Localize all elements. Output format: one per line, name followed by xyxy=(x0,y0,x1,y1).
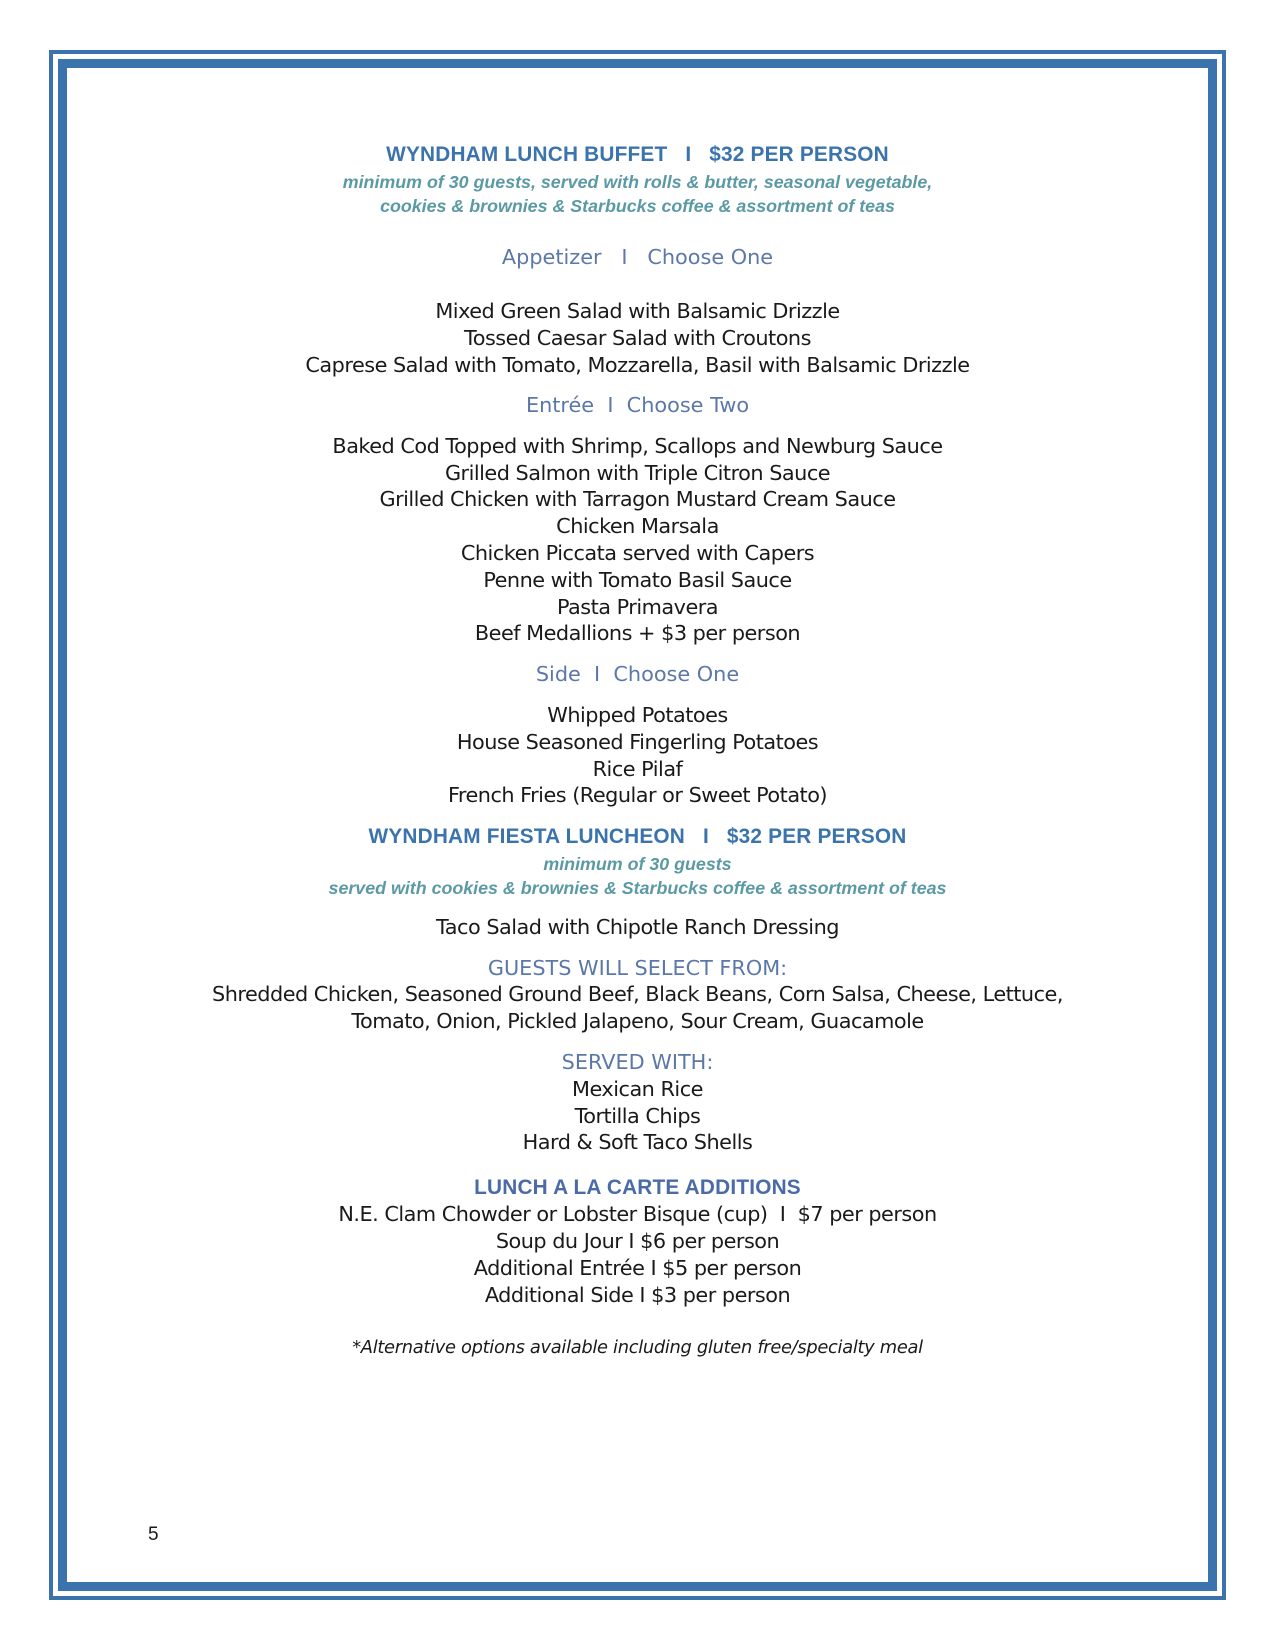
appetizer-heading: Appetizer I Choose One xyxy=(501,245,774,269)
lunch-buffet-subtitle: cookies & brownies & Starbucks coffee & assortment of teas xyxy=(380,196,895,216)
entree-item: Chicken Piccata served with Capers xyxy=(460,541,815,565)
side-heading: Side I Choose One xyxy=(535,662,740,686)
page-number: 5 xyxy=(148,1524,159,1545)
fiesta-salad: Taco Salad with Chipotle Ranch Dressing xyxy=(436,915,839,939)
lunch-buffet-title: WYNDHAM LUNCH BUFFET I $32 PER PERSON xyxy=(386,143,889,166)
a-la-carte-item: Additional Side I $3 per person xyxy=(484,1283,791,1307)
a-la-carte-item: Additional Entrée I $5 per person xyxy=(473,1256,802,1280)
entree-item: Grilled Chicken with Tarragon Mustard Cream Sauce xyxy=(379,487,896,511)
a-la-carte-item: N.E. Clam Chowder or Lobster Bisque (cup) I $7 per person xyxy=(338,1202,937,1226)
side-item: French Fries (Regular or Sweet Potato) xyxy=(447,783,828,807)
fiesta-subtitle: served with cookies & brownies & Starbucks coffee & assortment of teas xyxy=(328,878,947,898)
served-item: Hard & Soft Taco Shells xyxy=(522,1130,753,1154)
fiesta-title: WYNDHAM FIESTA LUNCHEON I $32 PER PERSON xyxy=(368,825,907,848)
footnote: *Alternative options available including gluten free/specialty meal xyxy=(352,1337,923,1358)
entree-item: Chicken Marsala xyxy=(556,514,719,538)
appetizer-item: Mixed Green Salad with Balsamic Drizzle xyxy=(435,299,840,323)
appetizer-item: Caprese Salad with Tomato, Mozzarella, Basil with Balsamic Drizzle xyxy=(305,353,970,377)
appetizer-item: Tossed Caesar Salad with Croutons xyxy=(464,326,811,350)
entree-item: Baked Cod Topped with Shrimp, Scallops and Newburg Sauce xyxy=(332,434,943,458)
entree-heading: Entrée I Choose Two xyxy=(525,393,750,417)
lunch-buffet-subtitle: minimum of 30 guests, served with rolls & butter, seasonal vegetable, xyxy=(342,172,933,192)
select-heading: GUESTS WILL SELECT FROM: xyxy=(487,956,788,980)
side-item: House Seasoned Fingerling Potatoes xyxy=(456,730,819,754)
a-la-carte-item: Soup du Jour I $6 per person xyxy=(495,1229,780,1253)
side-item: Rice Pilaf xyxy=(592,757,683,781)
served-item: Tortilla Chips xyxy=(574,1104,701,1128)
fiesta-subtitle: minimum of 30 guests xyxy=(543,854,732,874)
entree-item: Beef Medallions + $3 per person xyxy=(474,621,801,645)
served-with-heading: SERVED WITH: xyxy=(561,1050,714,1074)
select-items: Shredded Chicken, Seasoned Ground Beef, Black Beans, Corn Salsa, Cheese, Lettuce, xyxy=(212,982,1063,1006)
a-la-carte-title: LUNCH A LA CARTE ADDITIONS xyxy=(474,1176,801,1199)
entree-item: Penne with Tomato Basil Sauce xyxy=(483,568,792,592)
side-item: Whipped Potatoes xyxy=(547,703,728,727)
entree-item: Pasta Primavera xyxy=(556,595,719,619)
served-item: Mexican Rice xyxy=(572,1077,703,1101)
entree-item: Grilled Salmon with Triple Citron Sauce xyxy=(444,461,831,485)
select-items: Tomato, Onion, Pickled Jalapeno, Sour Cream, Guacamole xyxy=(351,1009,924,1033)
